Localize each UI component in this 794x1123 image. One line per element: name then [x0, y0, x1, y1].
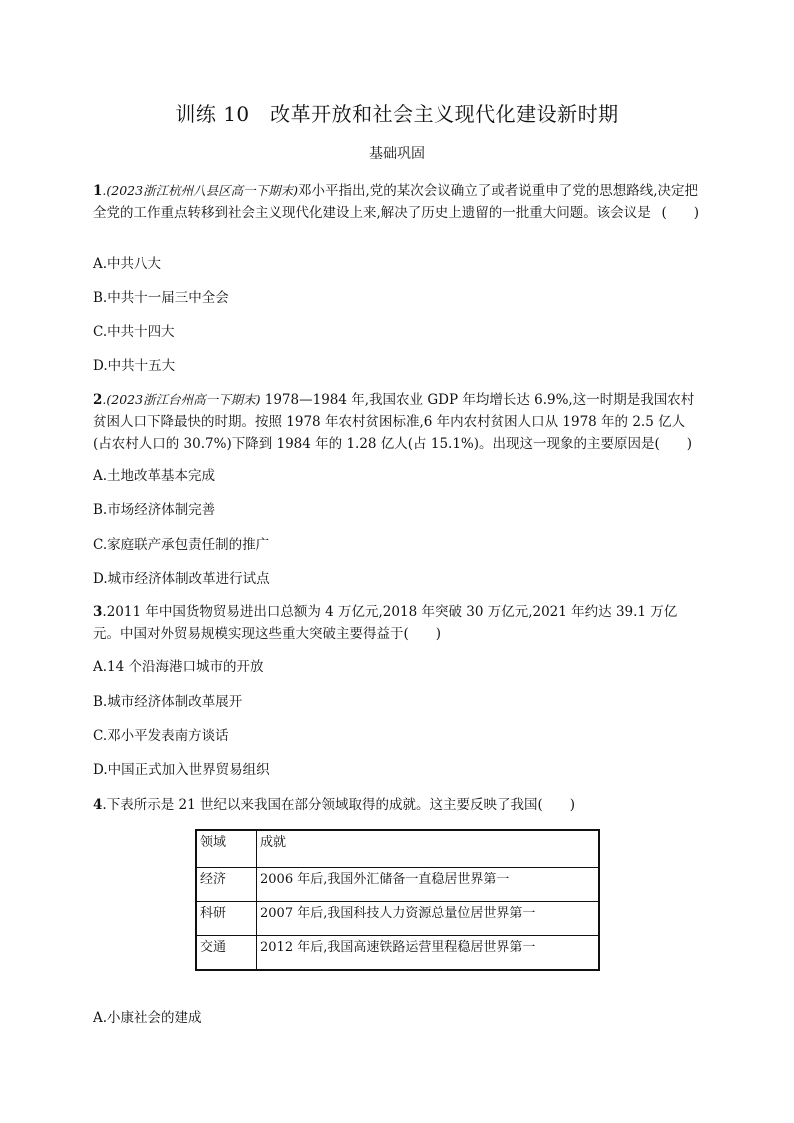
question-3: [93, 601, 699, 645]
table-cell: 2012 年后,我国高速铁路运营里程稳居世界第一: [257, 936, 600, 971]
question-source: .(2023浙江台州高一下期末): [102, 392, 261, 407]
option-b[interactable]: B.中共十一届三中全会: [93, 290, 229, 306]
question-text: 邓小平指出,党的某次会议确立了或者说重申了党的思想路线,决定把全党的工作重点转移到社会主义现代化建设上来,解决了历史上遗留的一批重大问题。该会议是: [93, 183, 699, 221]
option-d[interactable]: D.城市经济体制改革进行试点: [93, 571, 270, 587]
table-cell: 科研: [196, 902, 257, 936]
page-title: 训练 10 改革开放和社会主义现代化建设新时期: [175, 102, 619, 126]
table-cell: 2007 年后,我国科技人力资源总量位居世界第一: [257, 902, 600, 936]
question-number: 2: [93, 392, 103, 408]
question-number: 3: [93, 604, 103, 620]
question-number: 4: [93, 797, 103, 813]
table-header-cell: 成就: [257, 830, 600, 868]
option-c[interactable]: C.中共十四大: [93, 324, 175, 340]
question-text: .2011 年中国货物贸易进出口总额为 4 万亿元,2018 年突破 30 万亿元,2021 年约达 39.1 万亿元。中国对外贸易规模实现这些重大突破主要得益于( ): [93, 604, 678, 642]
answer-paren: ( ): [661, 205, 699, 221]
question-source: .(2023浙江杭州八县区高一下期末): [102, 183, 298, 198]
table-row: [196, 868, 599, 902]
option-c[interactable]: C.家庭联产承包责任制的推广: [93, 537, 270, 553]
table-header-row: [196, 830, 599, 868]
option-a[interactable]: A.中共八大: [93, 256, 162, 272]
table-header-cell: 领域: [196, 830, 257, 868]
question-2: [93, 389, 699, 455]
question-number: 1: [93, 183, 103, 199]
table-row: [196, 936, 599, 971]
question-text: .下表所示是 21 世纪以来我国在部分领域取得的成就。这主要反映了我国( ): [102, 797, 575, 813]
question-1: [93, 180, 699, 224]
table-row: [196, 902, 599, 936]
achievement-table: [195, 829, 600, 971]
question-4: [93, 794, 699, 816]
option-c[interactable]: C.邓小平发表南方谈话: [93, 728, 229, 744]
table-cell: 交通: [196, 936, 257, 971]
table-cell: 经济: [196, 868, 257, 902]
option-b[interactable]: B.市场经济体制完善: [93, 502, 216, 518]
option-d[interactable]: D.中共十五大: [93, 358, 176, 374]
option-b[interactable]: B.城市经济体制改革展开: [93, 694, 243, 710]
option-a[interactable]: A.14 个沿海港口城市的开放: [93, 659, 264, 675]
option-d[interactable]: D.中国正式加入世界贸易组织: [93, 762, 270, 778]
section-heading: 基础巩固: [369, 146, 425, 162]
table-cell: 2006 年后,我国外汇储备一直稳居世界第一: [257, 868, 600, 902]
option-a[interactable]: A.土地改革基本完成: [93, 468, 216, 484]
option-a[interactable]: A.小康社会的建成: [93, 1010, 202, 1026]
question-text: 1978—1984 年,我国农业 GDP 年均增长达 6.9%,这一时期是我国农村贫困人口下降最快的时期。按照 1978 年农村贫困标准,6 年内农村贫困人口从 1978 年的 2.5 亿人(占农村人口的 30.7%)下降到 1984 年的 1.28 亿人(占 15.1%)。出现这一现象的主要原因是( ): [93, 392, 695, 452]
